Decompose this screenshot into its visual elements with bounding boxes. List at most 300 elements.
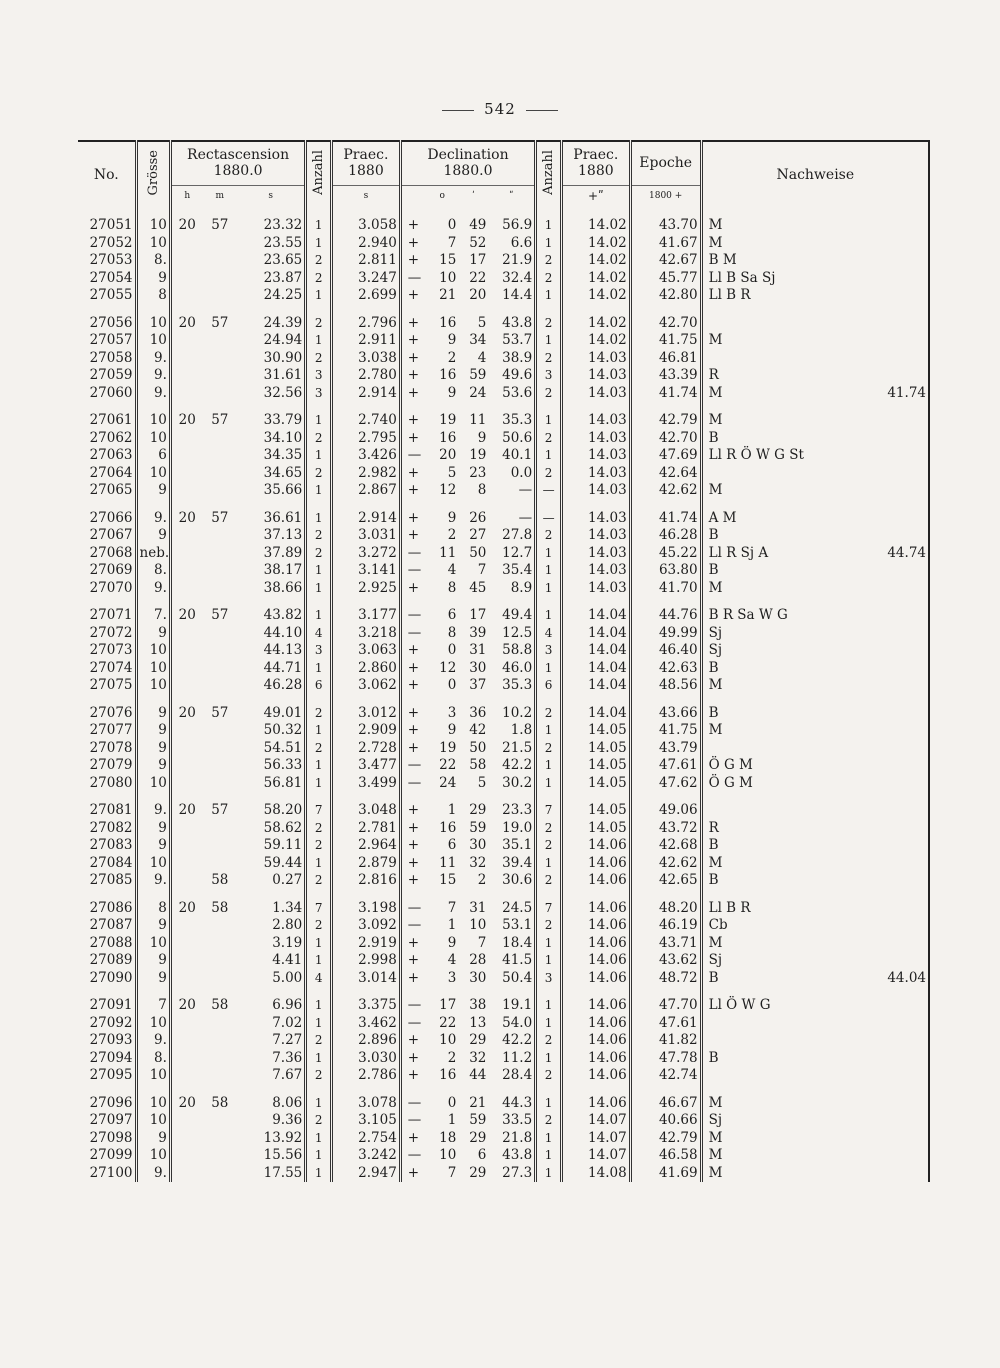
cell-nw: M bbox=[708, 1094, 723, 1111]
cell-n: 1 bbox=[306, 660, 332, 678]
cell-m: 57 bbox=[211, 802, 229, 818]
cell-pr: 3.031 bbox=[332, 527, 401, 545]
cell-n: 2 bbox=[306, 1032, 332, 1050]
spacer-cell bbox=[869, 402, 929, 412]
spacer-cell bbox=[630, 597, 701, 607]
spacer-cell bbox=[237, 987, 306, 997]
cell-no: 27095 bbox=[78, 1067, 136, 1085]
cell-no: 27079 bbox=[78, 757, 136, 775]
cell-h: 20 bbox=[178, 509, 196, 526]
cell-m bbox=[203, 820, 237, 838]
cell-m bbox=[203, 970, 237, 988]
group-spacer bbox=[78, 987, 929, 997]
cell-ex bbox=[869, 820, 929, 838]
cell-h bbox=[170, 430, 202, 448]
cell-nw: Sj bbox=[708, 1112, 723, 1128]
cell-dm: 7 bbox=[477, 934, 487, 951]
spacer-cell bbox=[203, 1085, 237, 1095]
cell-ep: 42.64 bbox=[630, 465, 701, 483]
header-groesse-text: Grösse bbox=[145, 149, 161, 196]
spacer-cell bbox=[237, 792, 306, 802]
cell-no: 27086 bbox=[78, 900, 136, 918]
cell-gr: 9 bbox=[136, 705, 170, 723]
spacer-cell bbox=[170, 305, 202, 315]
cell-nw: M bbox=[708, 384, 723, 401]
cell-dd: 16 bbox=[439, 819, 457, 836]
cell-dd: 12 bbox=[439, 659, 457, 676]
spacer-cell bbox=[400, 1085, 426, 1095]
cell-dm: 22 bbox=[469, 269, 487, 286]
cell-n2: 2 bbox=[536, 1112, 562, 1130]
header-praec2-unit: +ʺ bbox=[561, 185, 630, 207]
cell-pr: 2.811 bbox=[332, 252, 401, 270]
spacer-cell bbox=[203, 305, 237, 315]
cell-n: 1 bbox=[306, 952, 332, 970]
cell-m: 57 bbox=[211, 314, 229, 331]
cell-gr: 7 bbox=[136, 997, 170, 1015]
cell-ep: 43.66 bbox=[630, 705, 701, 723]
cell-gr: 10 bbox=[136, 217, 170, 235]
cell-s: 34.35 bbox=[237, 447, 306, 465]
cell-ex bbox=[869, 917, 929, 935]
spacer-cell bbox=[536, 402, 562, 412]
table-row bbox=[78, 367, 929, 385]
header-dec-deg: o bbox=[426, 185, 458, 207]
cell-nw: B bbox=[708, 429, 719, 446]
cell-n: 1 bbox=[306, 482, 332, 500]
spacer-cell bbox=[458, 792, 488, 802]
spacer-cell bbox=[561, 402, 630, 412]
cell-gr: 9 bbox=[136, 1130, 170, 1148]
cell-m bbox=[203, 482, 237, 500]
cell-nw: B bbox=[708, 704, 719, 721]
cell-m bbox=[203, 350, 237, 368]
cell-sg: + bbox=[407, 854, 420, 871]
cell-sg: — bbox=[407, 1014, 422, 1031]
cell-sg: — bbox=[407, 607, 422, 623]
cell-gr: 10 bbox=[136, 1067, 170, 1085]
cell-sg: + bbox=[407, 739, 420, 756]
cell-h: 20 bbox=[178, 412, 196, 428]
cell-sg: — bbox=[407, 1112, 422, 1128]
cell-ds: 35.3 bbox=[488, 412, 535, 430]
cell-n2: 2 bbox=[536, 270, 562, 288]
spacer-cell bbox=[426, 695, 458, 705]
header-ra-h: h bbox=[170, 185, 202, 207]
cell-n2: 2 bbox=[536, 527, 562, 545]
table-row bbox=[78, 1147, 929, 1165]
cell-n: 2 bbox=[306, 1067, 332, 1085]
cell-dm: 49 bbox=[469, 217, 487, 233]
cell-pr: 3.062 bbox=[332, 677, 401, 695]
cell-pr: 2.911 bbox=[332, 332, 401, 350]
spacer-cell bbox=[488, 890, 535, 900]
cell-n2: 3 bbox=[536, 642, 562, 660]
cell-dd: 11 bbox=[439, 544, 457, 561]
cell-ds: 23.3 bbox=[488, 802, 535, 820]
cell-ep: 47.78 bbox=[630, 1050, 701, 1068]
cell-dd: 1 bbox=[447, 1112, 457, 1128]
cell-ep: 49.99 bbox=[630, 625, 701, 643]
cell-pr2: 14.06 bbox=[561, 1032, 630, 1050]
cell-gr: 8 bbox=[136, 287, 170, 305]
cell-dd: 8 bbox=[447, 579, 457, 596]
cell-dm: 5 bbox=[477, 774, 487, 791]
cell-h bbox=[170, 952, 202, 970]
cell-h bbox=[170, 820, 202, 838]
cell-pr2: 14.05 bbox=[561, 757, 630, 775]
spacer-cell bbox=[400, 695, 426, 705]
cell-nw: M bbox=[708, 234, 723, 251]
cell-gr: 9 bbox=[136, 970, 170, 988]
spacer-cell bbox=[701, 695, 869, 705]
spacer-cell bbox=[869, 597, 929, 607]
cell-s: 44.71 bbox=[237, 660, 306, 678]
cell-ep: 42.65 bbox=[630, 872, 701, 890]
cell-s: 1.34 bbox=[237, 900, 306, 918]
cell-m bbox=[203, 1050, 237, 1068]
spacer-cell bbox=[400, 402, 426, 412]
cell-nw: M bbox=[708, 1164, 723, 1181]
cell-dd: 1 bbox=[447, 917, 457, 933]
cell-s: 2.80 bbox=[237, 917, 306, 935]
cell-s: 7.67 bbox=[237, 1067, 306, 1085]
cell-pr: 3.030 bbox=[332, 1050, 401, 1068]
cell-ep: 43.79 bbox=[630, 740, 701, 758]
cell-s: 32.56 bbox=[237, 385, 306, 403]
spacer-cell bbox=[78, 500, 136, 510]
cell-sg: + bbox=[407, 349, 420, 366]
cell-ds: 0.0 bbox=[488, 465, 535, 483]
cell-ex: 41.74 bbox=[869, 385, 929, 403]
table-row bbox=[78, 1095, 929, 1113]
table-row bbox=[78, 447, 929, 465]
cell-m bbox=[203, 367, 237, 385]
cell-ep: 43.39 bbox=[630, 367, 701, 385]
cell-dd: 9 bbox=[447, 384, 457, 401]
cell-h bbox=[170, 1015, 202, 1033]
cell-m bbox=[203, 465, 237, 483]
cell-ep: 43.70 bbox=[630, 217, 701, 235]
cell-s: 9.36 bbox=[237, 1112, 306, 1130]
cell-sg: — bbox=[407, 544, 422, 561]
spacer-cell bbox=[136, 597, 170, 607]
cell-pr: 3.012 bbox=[332, 705, 401, 723]
cell-dm: 8 bbox=[477, 482, 487, 498]
cell-no: 27060 bbox=[78, 385, 136, 403]
cell-nw bbox=[701, 1032, 869, 1050]
cell-ds: 39.4 bbox=[488, 855, 535, 873]
cell-m bbox=[203, 1130, 237, 1148]
cell-ep: 42.62 bbox=[630, 482, 701, 500]
cell-s: 34.65 bbox=[237, 465, 306, 483]
spacer-cell bbox=[701, 890, 869, 900]
cell-ex bbox=[869, 1050, 929, 1068]
cell-m bbox=[203, 775, 237, 793]
cell-sg: + bbox=[407, 642, 420, 658]
cell-ep: 46.40 bbox=[630, 642, 701, 660]
spacer-cell bbox=[630, 792, 701, 802]
cell-m: 58 bbox=[211, 872, 229, 888]
cell-n2: 4 bbox=[536, 625, 562, 643]
header-praec bbox=[332, 141, 401, 185]
cell-ep: 42.70 bbox=[630, 430, 701, 448]
cell-pr: 3.038 bbox=[332, 350, 401, 368]
table-row bbox=[78, 482, 929, 500]
cell-dd: 0 bbox=[447, 217, 457, 233]
cell-ex bbox=[869, 952, 929, 970]
spacer-cell bbox=[306, 207, 332, 217]
cell-m bbox=[203, 562, 237, 580]
cell-ex bbox=[869, 412, 929, 430]
cell-dm: 36 bbox=[469, 704, 487, 721]
cell-n: 1 bbox=[306, 217, 332, 235]
spacer-cell bbox=[332, 402, 401, 412]
cell-no: 27067 bbox=[78, 527, 136, 545]
cell-gr: 9 bbox=[136, 820, 170, 838]
cell-nw: Cb bbox=[708, 917, 728, 933]
cell-sg: + bbox=[407, 872, 420, 888]
cell-h bbox=[170, 527, 202, 545]
cell-ex bbox=[869, 367, 929, 385]
cell-h bbox=[170, 580, 202, 598]
cell-ep: 41.67 bbox=[630, 235, 701, 253]
cell-no: 27085 bbox=[78, 872, 136, 890]
cell-n2: 1 bbox=[536, 332, 562, 350]
spacer-cell bbox=[869, 890, 929, 900]
cell-ep: 45.77 bbox=[630, 270, 701, 288]
cell-ex bbox=[869, 252, 929, 270]
spacer-cell bbox=[458, 695, 488, 705]
spacer-cell bbox=[203, 987, 237, 997]
cell-n: 2 bbox=[306, 430, 332, 448]
cell-gr: 9. bbox=[136, 1165, 170, 1183]
spacer-cell bbox=[536, 597, 562, 607]
spacer-cell bbox=[400, 305, 426, 315]
cell-gr: 9 bbox=[136, 757, 170, 775]
cell-n2: 2 bbox=[536, 1067, 562, 1085]
cell-nw: Ö G M bbox=[708, 774, 753, 791]
cell-dm: 32 bbox=[469, 1049, 487, 1066]
cell-no: 27094 bbox=[78, 1050, 136, 1068]
cell-n: 1 bbox=[306, 997, 332, 1015]
cell-ex bbox=[869, 607, 929, 625]
cell-gr: 9 bbox=[136, 482, 170, 500]
cell-dm: 29 bbox=[469, 1164, 487, 1181]
spacer-cell bbox=[170, 792, 202, 802]
cell-n: 2 bbox=[306, 740, 332, 758]
cell-ep: 43.71 bbox=[630, 935, 701, 953]
table-row bbox=[78, 527, 929, 545]
cell-ep: 46.28 bbox=[630, 527, 701, 545]
table-row bbox=[78, 917, 929, 935]
cell-h bbox=[170, 1067, 202, 1085]
table-row bbox=[78, 1130, 929, 1148]
cell-h bbox=[170, 287, 202, 305]
cell-sg: + bbox=[407, 837, 420, 853]
cell-nw: B R Sa W G bbox=[708, 607, 788, 623]
cell-no: 27061 bbox=[78, 412, 136, 430]
cell-nw: M bbox=[708, 934, 723, 951]
cell-m bbox=[203, 917, 237, 935]
cell-dd: 1 bbox=[447, 802, 457, 818]
cell-ex: 44.74 bbox=[869, 545, 929, 563]
cell-nw bbox=[701, 465, 869, 483]
cell-s: 59.44 bbox=[237, 855, 306, 873]
cell-s: 56.81 bbox=[237, 775, 306, 793]
cell-ex bbox=[869, 677, 929, 695]
cell-nw: R bbox=[708, 367, 719, 383]
cell-no: 27077 bbox=[78, 722, 136, 740]
cell-pr2: 14.05 bbox=[561, 740, 630, 758]
cell-ex bbox=[869, 1130, 929, 1148]
cell-ep: 40.66 bbox=[630, 1112, 701, 1130]
cell-m bbox=[203, 625, 237, 643]
cell-pr: 3.048 bbox=[332, 802, 401, 820]
cell-gr: 8. bbox=[136, 1050, 170, 1068]
cell-no: 27087 bbox=[78, 917, 136, 935]
cell-pr2: 14.03 bbox=[561, 430, 630, 448]
spacer-cell bbox=[488, 1085, 535, 1095]
cell-ds: 27.3 bbox=[488, 1165, 535, 1183]
cell-dm: 37 bbox=[469, 677, 487, 693]
cell-ep: 41.75 bbox=[630, 332, 701, 350]
cell-nw: B bbox=[708, 872, 719, 888]
cell-s: 30.90 bbox=[237, 350, 306, 368]
cell-no: 27062 bbox=[78, 430, 136, 448]
cell-no: 27063 bbox=[78, 447, 136, 465]
cell-n: 1 bbox=[306, 722, 332, 740]
cell-n: 1 bbox=[306, 1165, 332, 1183]
table-row bbox=[78, 412, 929, 430]
cell-dm: 29 bbox=[469, 1129, 487, 1146]
table-row bbox=[78, 315, 929, 333]
cell-nw: B bbox=[708, 969, 719, 986]
cell-pr: 2.925 bbox=[332, 580, 401, 598]
cell-dd: 19 bbox=[439, 739, 457, 756]
cell-nw: B bbox=[708, 659, 719, 676]
cell-s: 43.82 bbox=[237, 607, 306, 625]
cell-pr: 3.477 bbox=[332, 757, 401, 775]
cell-n2: 1 bbox=[536, 580, 562, 598]
cell-dd: 9 bbox=[447, 934, 457, 951]
spacer-cell bbox=[170, 987, 202, 997]
cell-n: 1 bbox=[306, 1147, 332, 1165]
cell-ds: 58.8 bbox=[488, 642, 535, 660]
cell-n: 1 bbox=[306, 757, 332, 775]
cell-pr: 2.998 bbox=[332, 952, 401, 970]
cell-ex bbox=[869, 527, 929, 545]
spacer-cell bbox=[701, 597, 869, 607]
cell-dm: 17 bbox=[469, 607, 487, 623]
cell-n: 1 bbox=[306, 412, 332, 430]
cell-ds: 44.3 bbox=[488, 1095, 535, 1113]
cell-pr2: 14.02 bbox=[561, 252, 630, 270]
spacer-cell bbox=[306, 987, 332, 997]
cell-no: 27070 bbox=[78, 580, 136, 598]
cell-dm: 31 bbox=[469, 642, 487, 658]
table-row bbox=[78, 997, 929, 1015]
cell-nw: B bbox=[708, 562, 719, 578]
cell-gr: 10 bbox=[136, 412, 170, 430]
spacer-cell bbox=[237, 890, 306, 900]
page-number-text: 542 bbox=[484, 100, 516, 118]
cell-sg: + bbox=[407, 429, 420, 446]
spacer-cell bbox=[237, 207, 306, 217]
cell-ep: 41.82 bbox=[630, 1032, 701, 1050]
cell-nw: Ll B R bbox=[708, 899, 751, 916]
cell-s: 33.79 bbox=[237, 412, 306, 430]
cell-n2: 1 bbox=[536, 997, 562, 1015]
cell-nw: M bbox=[708, 854, 723, 871]
spacer-cell bbox=[203, 207, 237, 217]
spacer-cell bbox=[630, 402, 701, 412]
cell-m bbox=[203, 660, 237, 678]
cell-nw: Ll R Sj A bbox=[708, 544, 769, 561]
cell-no: 27089 bbox=[78, 952, 136, 970]
cell-pr: 2.786 bbox=[332, 1067, 401, 1085]
cell-no: 27097 bbox=[78, 1112, 136, 1130]
cell-dd: 18 bbox=[439, 1129, 457, 1146]
cell-n2: 3 bbox=[536, 367, 562, 385]
cell-n2: 1 bbox=[536, 1165, 562, 1183]
spacer-cell bbox=[426, 890, 458, 900]
cell-n2: 1 bbox=[536, 217, 562, 235]
cell-n: 1 bbox=[306, 447, 332, 465]
cell-nw bbox=[701, 1067, 869, 1085]
cell-n2: 2 bbox=[536, 315, 562, 333]
cell-no: 27100 bbox=[78, 1165, 136, 1183]
cell-n: 1 bbox=[306, 607, 332, 625]
spacer-cell bbox=[400, 207, 426, 217]
spacer-cell bbox=[400, 890, 426, 900]
cell-pr: 2.909 bbox=[332, 722, 401, 740]
cell-ds: 12.5 bbox=[488, 625, 535, 643]
cell-dm: 50 bbox=[469, 739, 487, 756]
header-ra-title: Rectascension bbox=[187, 147, 290, 164]
cell-sg: — bbox=[407, 997, 422, 1013]
cell-sg: + bbox=[407, 1164, 420, 1181]
spacer-cell bbox=[458, 402, 488, 412]
cell-nw: B M bbox=[708, 252, 737, 268]
cell-pr2: 14.03 bbox=[561, 545, 630, 563]
cell-n: 2 bbox=[306, 350, 332, 368]
spacer-cell bbox=[170, 890, 202, 900]
cell-gr: 10 bbox=[136, 677, 170, 695]
cell-ep: 43.62 bbox=[630, 952, 701, 970]
cell-ep: 49.06 bbox=[630, 802, 701, 820]
group-spacer bbox=[78, 1085, 929, 1095]
spacer-cell bbox=[332, 207, 401, 217]
cell-ep: 42.74 bbox=[630, 1067, 701, 1085]
header-nachweise: Nachweise bbox=[701, 141, 929, 207]
cell-pr: 3.426 bbox=[332, 447, 401, 465]
cell-ds: 6.6 bbox=[488, 235, 535, 253]
cell-ep: 42.67 bbox=[630, 252, 701, 270]
cell-pr: 2.914 bbox=[332, 510, 401, 528]
cell-h: 20 bbox=[178, 607, 196, 623]
header-groesse bbox=[136, 141, 170, 207]
cell-pr: 3.462 bbox=[332, 1015, 401, 1033]
cell-pr: 2.780 bbox=[332, 367, 401, 385]
cell-ex bbox=[869, 855, 929, 873]
spacer-cell bbox=[630, 1085, 701, 1095]
cell-no: 27065 bbox=[78, 482, 136, 500]
cell-h bbox=[170, 625, 202, 643]
spacer-cell bbox=[78, 402, 136, 412]
header-ra-epoch: 1880.0 bbox=[213, 163, 263, 180]
cell-s: 38.66 bbox=[237, 580, 306, 598]
